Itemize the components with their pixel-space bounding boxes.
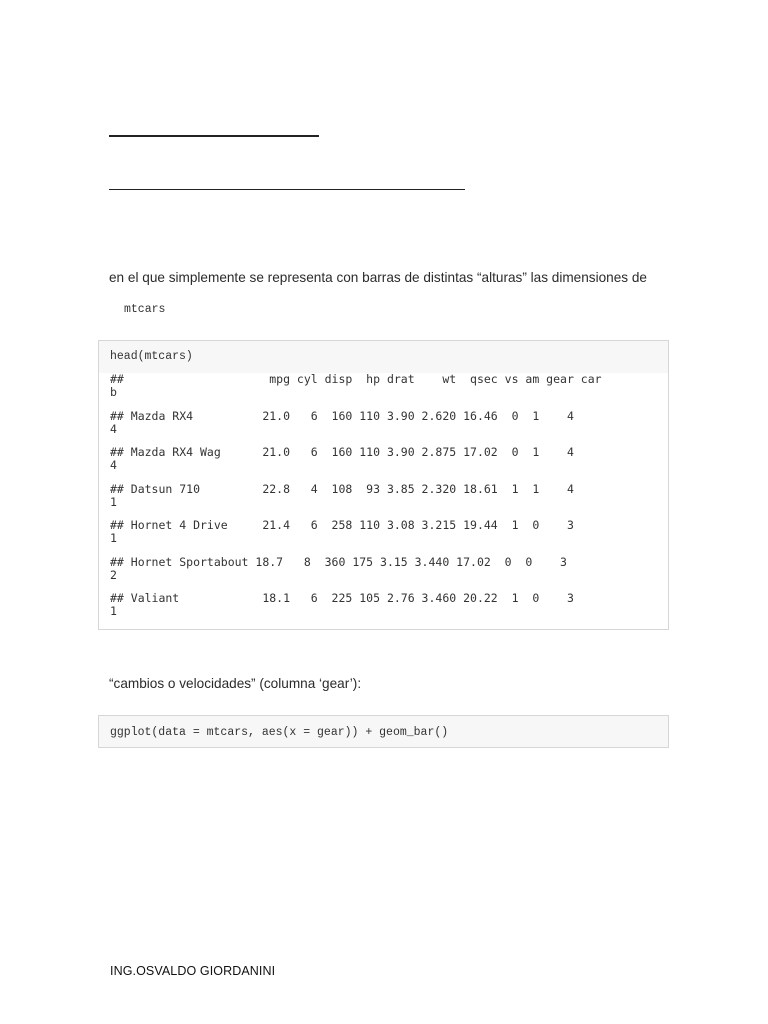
output-row: ## Datsun 710 22.8 4 108 93 3.85 2.320 18.61 1 1 4 1 — [110, 482, 574, 509]
heading-underline-short — [109, 135, 319, 137]
code-command: ggplot(data = mtcars, aes(x = gear)) + geom_bar() — [110, 726, 449, 739]
paragraph-intro: en el que simplemente se representa con barras de distintas “alturas” las dimensiones de — [109, 270, 647, 285]
output-row: ## Mazda RX4 21.0 6 160 110 3.90 2.620 16.46 0 1 4 4 — [110, 409, 574, 436]
output-row: ## Mazda RX4 Wag 21.0 6 160 110 3.90 2.875 17.02 0 1 4 4 — [110, 445, 574, 472]
code-block-ggplot — [98, 715, 669, 748]
inline-code-mtcars: mtcars — [124, 303, 166, 316]
footer-author: ING.OSVALDO GIORDANINI — [110, 964, 276, 978]
code-output — [99, 373, 668, 629]
output-row-header: ## mpg cyl disp hp drat wt qsec vs am gear car b — [110, 372, 602, 399]
code-command: head(mtcars) — [110, 350, 193, 363]
output-row: ## Hornet Sportabout 18.7 8 360 175 3.15 3.440 17.02 0 0 3 2 — [110, 555, 567, 582]
output-row: ## Valiant 18.1 6 225 105 2.76 3.460 20.22 1 0 3 1 — [110, 591, 574, 618]
paragraph-gear: “cambios o velocidades” (columna ‘gear’): — [109, 676, 362, 691]
code-block-head — [98, 340, 669, 630]
output-row: ## Hornet 4 Drive 21.4 6 258 110 3.08 3.215 19.44 1 0 3 1 — [110, 518, 574, 545]
heading-underline-long — [109, 189, 465, 190]
